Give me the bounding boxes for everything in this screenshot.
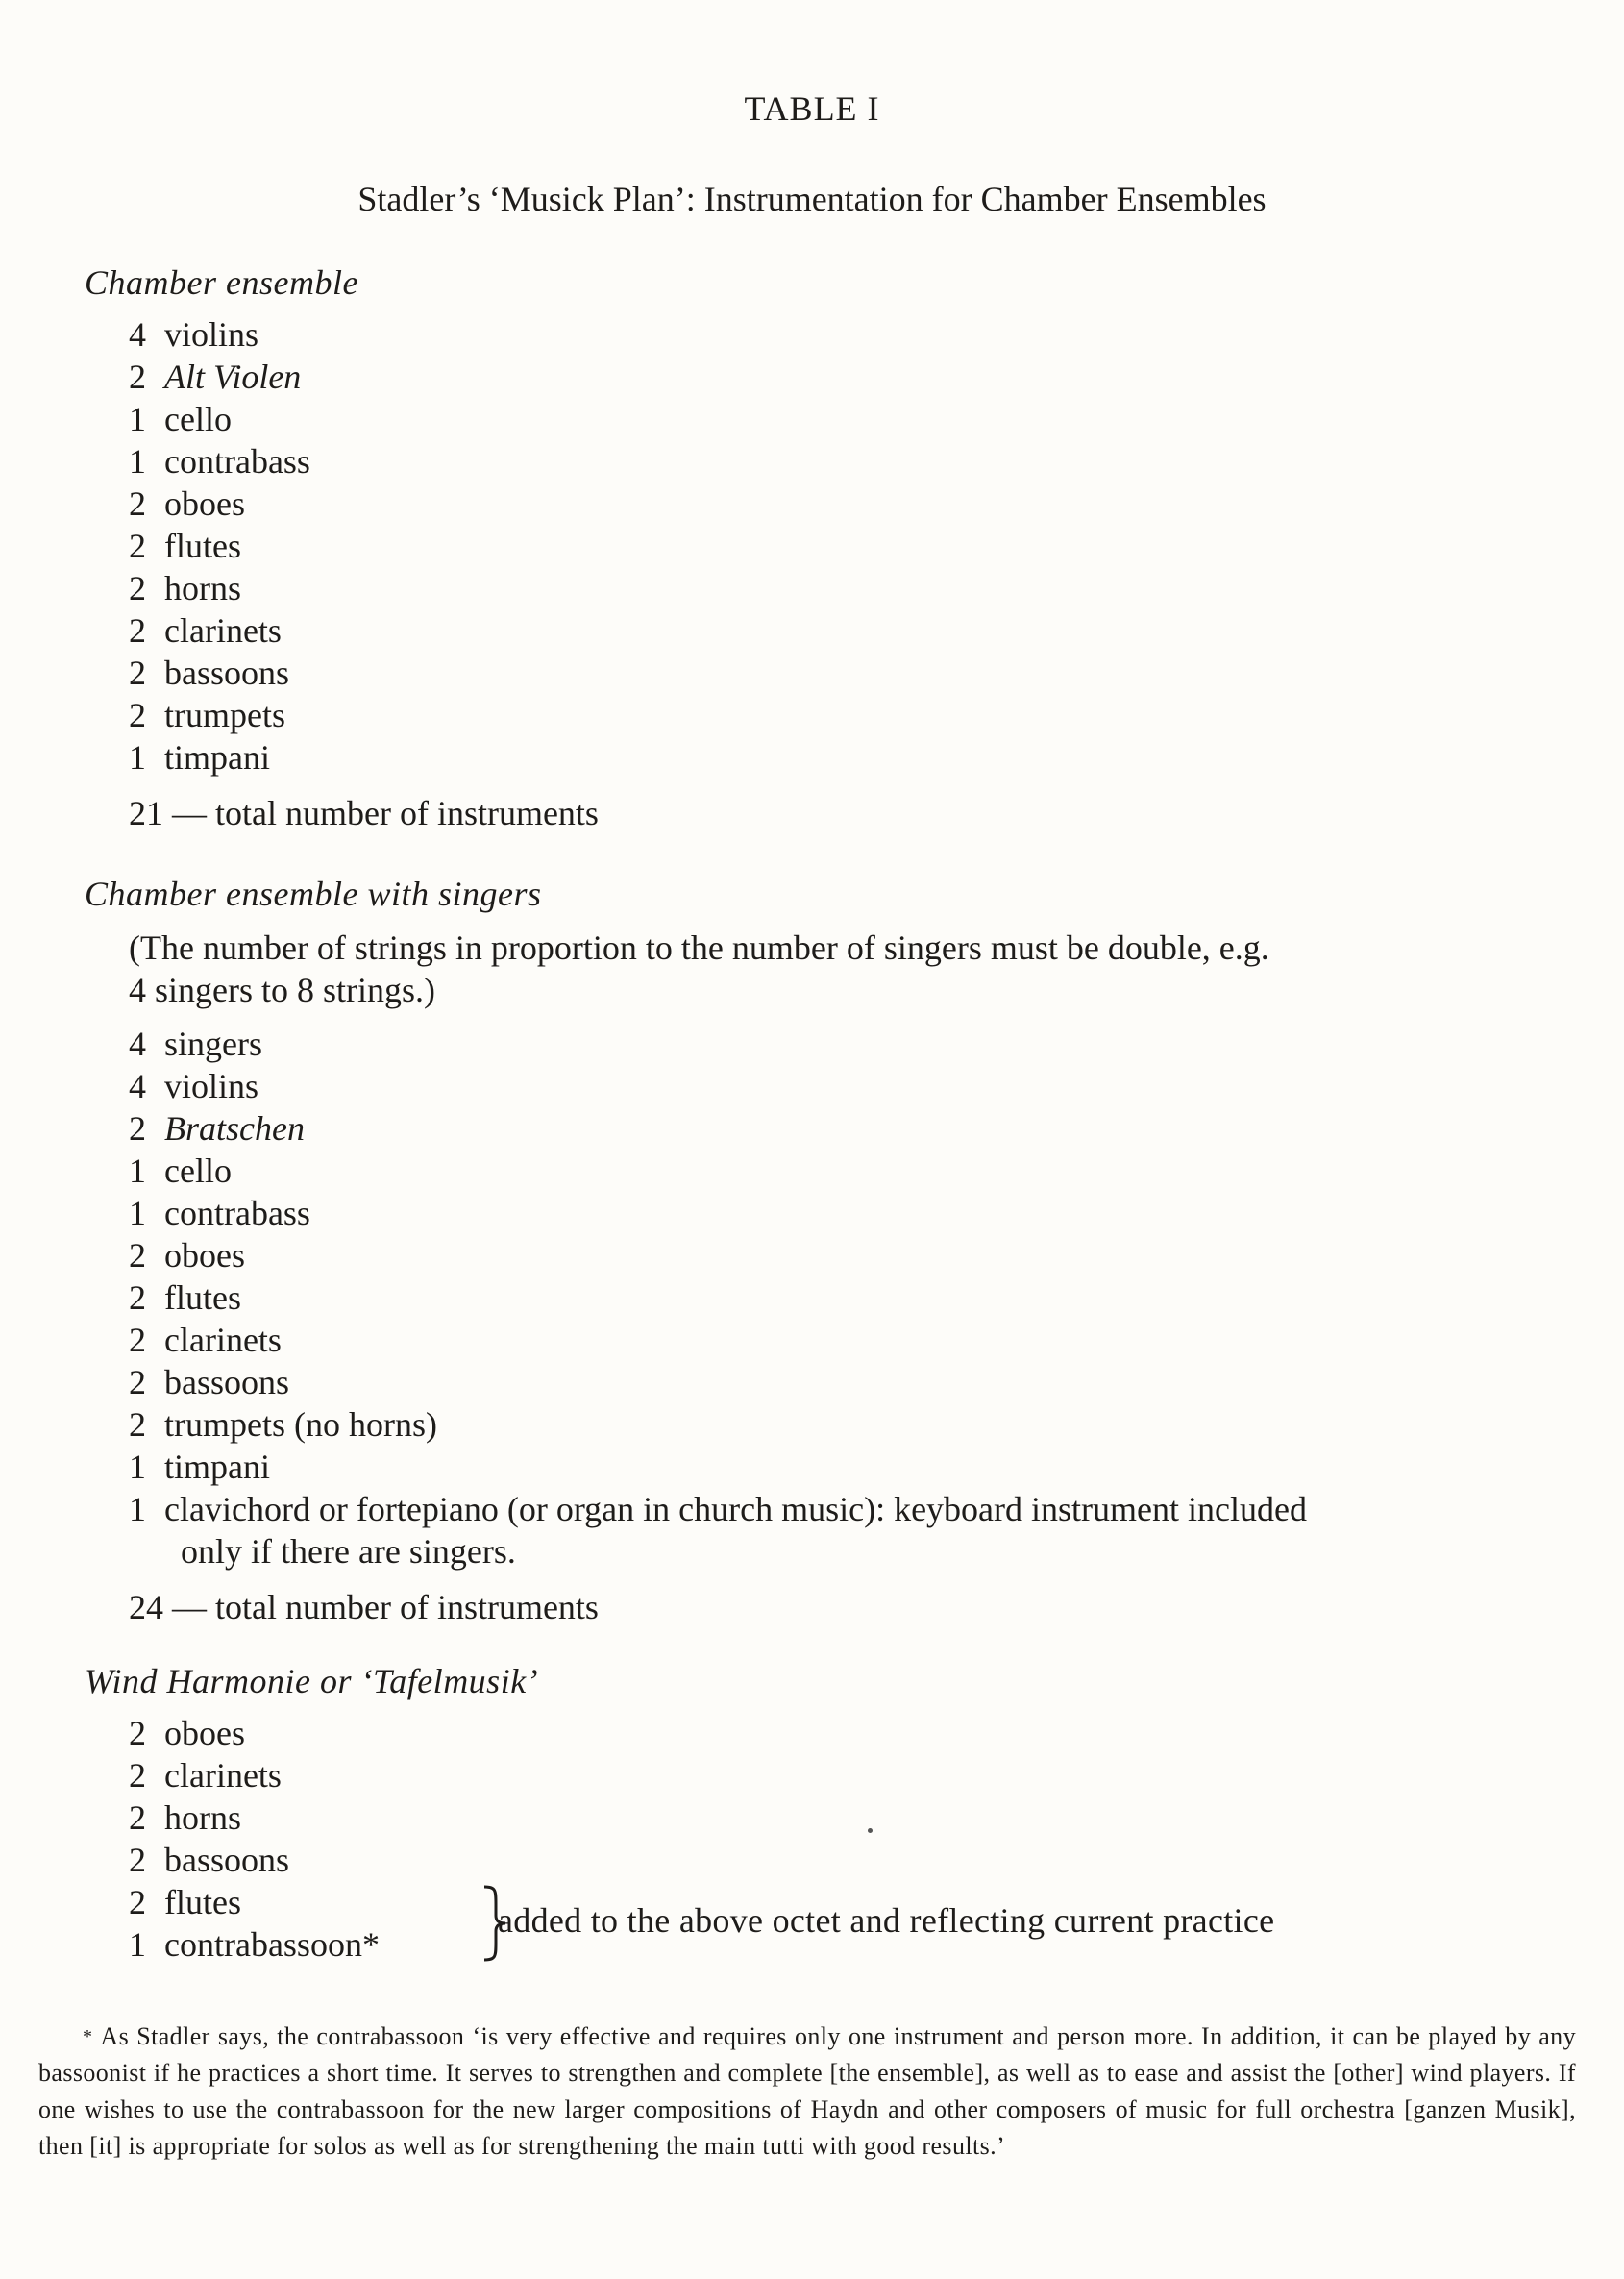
list-item (129, 1839, 1564, 1881)
item-name: trumpets (no horns) (164, 1405, 437, 1444)
item-name: violins (164, 1067, 259, 1105)
item-name: contrabass (164, 442, 310, 481)
list-item (129, 483, 1564, 525)
item-name: bassoons (164, 654, 290, 692)
list-item (129, 609, 1564, 652)
item-name: flutes (164, 1883, 241, 1921)
instrument-list (85, 313, 1564, 779)
item-name: clarinets (164, 611, 282, 650)
item-count: 1 (129, 442, 146, 481)
item-count: 2 (129, 1841, 146, 1879)
item-name: Alt Violen (164, 358, 302, 396)
item-count: 2 (129, 1756, 146, 1795)
item-count: 1 (129, 1448, 146, 1486)
list-item (129, 1065, 1564, 1107)
list-item (129, 1488, 1564, 1573)
list-item (129, 1107, 1564, 1150)
item-count: 2 (129, 1109, 146, 1148)
item-name: clarinets (164, 1756, 282, 1795)
list-item (129, 1276, 1564, 1319)
item-count: 4 (129, 1067, 146, 1105)
item-name: cello (164, 400, 232, 438)
list-item (129, 1023, 1564, 1065)
item-count: 1 (129, 1925, 146, 1964)
item-count: 2 (129, 1363, 146, 1401)
item-count: 2 (129, 1405, 146, 1444)
footnote-mark: * (83, 2026, 93, 2047)
item-count: 4 (129, 1025, 146, 1063)
section-chamber-ensemble-with-singers (85, 873, 1564, 1628)
scan-speck (868, 1828, 873, 1833)
list-item (129, 1754, 1564, 1796)
table-title: TABLE I (744, 89, 880, 128)
item-name: violins (164, 315, 259, 354)
list-item (129, 1403, 1564, 1446)
item-name: timpani (164, 738, 270, 777)
table-subtitle: Stadler’s ‘Musick Plan’: Instrumentation for Chamber Ensembles (357, 180, 1267, 218)
list-item (129, 525, 1564, 567)
list-item (129, 1234, 1564, 1276)
item-count: 2 (129, 1798, 146, 1837)
instrument-list (85, 1712, 1564, 1881)
item-count: 1 (129, 738, 146, 777)
item-count: 2 (129, 1321, 146, 1359)
item-name: clarinets (164, 1321, 282, 1359)
item-count: 2 (129, 696, 146, 734)
item-name: flutes (164, 1278, 241, 1317)
bracket-note: added to the above octet and reflecting current practice (498, 1901, 1275, 1940)
item-count: 2 (129, 484, 146, 523)
footnote-text: As Stadler says, the contrabassoon ‘is very effective and requires only one instrument and person more. In addition, it can be played by any bassoonist if he practices a short time. It serves to strengthen and complete [the ensemble], as well as to ease and assist the [other] wind players. If one wishes to use the contrabassoon for the new larger compositions of Haydn and other composers of music for full orchestra [ganzen Musik], then [it] is appropriate for solos as well as for strengthening the main tutti with good results.’ (38, 2022, 1576, 2160)
list-item (129, 1319, 1564, 1361)
item-count: 2 (129, 611, 146, 650)
item-count: 2 (129, 1278, 146, 1317)
section-wind-harmonie (85, 1660, 1564, 1966)
item-count: 2 (129, 654, 146, 692)
list-item (129, 567, 1564, 609)
item-name: timpani (164, 1448, 270, 1486)
note-line: 4 singers to 8 strings.) (129, 971, 435, 1009)
item-name: flutes (164, 527, 241, 565)
item-name: clavichord or fortepiano (or organ in church music): keyboard instrument included (164, 1490, 1307, 1528)
note-line: (The number of strings in proportion to the number of singers must be double, e.g. (129, 929, 1269, 967)
item-name: bassoons (164, 1841, 290, 1879)
item-name: trumpets (164, 696, 285, 734)
list-item (129, 736, 1564, 779)
instrument-list (85, 1023, 1564, 1573)
item-name: oboes (164, 1236, 245, 1275)
list-item (129, 440, 1564, 483)
item-name: contrabassoon* (164, 1925, 380, 1964)
item-count: 2 (129, 358, 146, 396)
total-line: 21 — total number of instruments (129, 794, 599, 832)
section-chamber-ensemble (85, 261, 1564, 834)
item-name: horns (164, 569, 241, 607)
item-count: 4 (129, 315, 146, 354)
list-item (129, 313, 1564, 356)
item-continuation: only if there are singers. (181, 1532, 516, 1571)
list-item (129, 1712, 1564, 1754)
section-note (129, 927, 1564, 1011)
list-item (129, 1796, 1564, 1839)
item-count: 2 (129, 1714, 146, 1752)
item-count: 2 (129, 569, 146, 607)
item-name: oboes (164, 1714, 245, 1752)
section-heading: Chamber ensemble (85, 263, 358, 302)
list-item (129, 1446, 1564, 1488)
item-count: 2 (129, 1883, 146, 1921)
section-heading: Chamber ensemble with singers (85, 875, 542, 913)
list-item (129, 1192, 1564, 1234)
total-line: 24 — total number of instruments (129, 1588, 599, 1626)
item-count: 2 (129, 1236, 146, 1275)
item-name: horns (164, 1798, 241, 1837)
item-name: bassoons (164, 1363, 290, 1401)
list-item (129, 694, 1564, 736)
item-name: contrabass (164, 1194, 310, 1232)
section-heading: Wind Harmonie or ‘Tafelmusik’ (85, 1662, 539, 1700)
item-count: 1 (129, 1490, 146, 1528)
bracket-group (85, 1881, 1564, 1966)
item-count: 1 (129, 1194, 146, 1232)
item-count: 1 (129, 1152, 146, 1190)
list-item (129, 652, 1564, 694)
item-name: singers (164, 1025, 262, 1063)
list-item (129, 356, 1564, 398)
item-count: 1 (129, 400, 146, 438)
item-name: cello (164, 1152, 232, 1190)
footnote (38, 2019, 1576, 2165)
item-name: oboes (164, 484, 245, 523)
item-count: 2 (129, 527, 146, 565)
item-name: Bratschen (164, 1109, 305, 1148)
list-item (129, 1361, 1564, 1403)
list-item (129, 1150, 1564, 1192)
list-item (129, 398, 1564, 440)
